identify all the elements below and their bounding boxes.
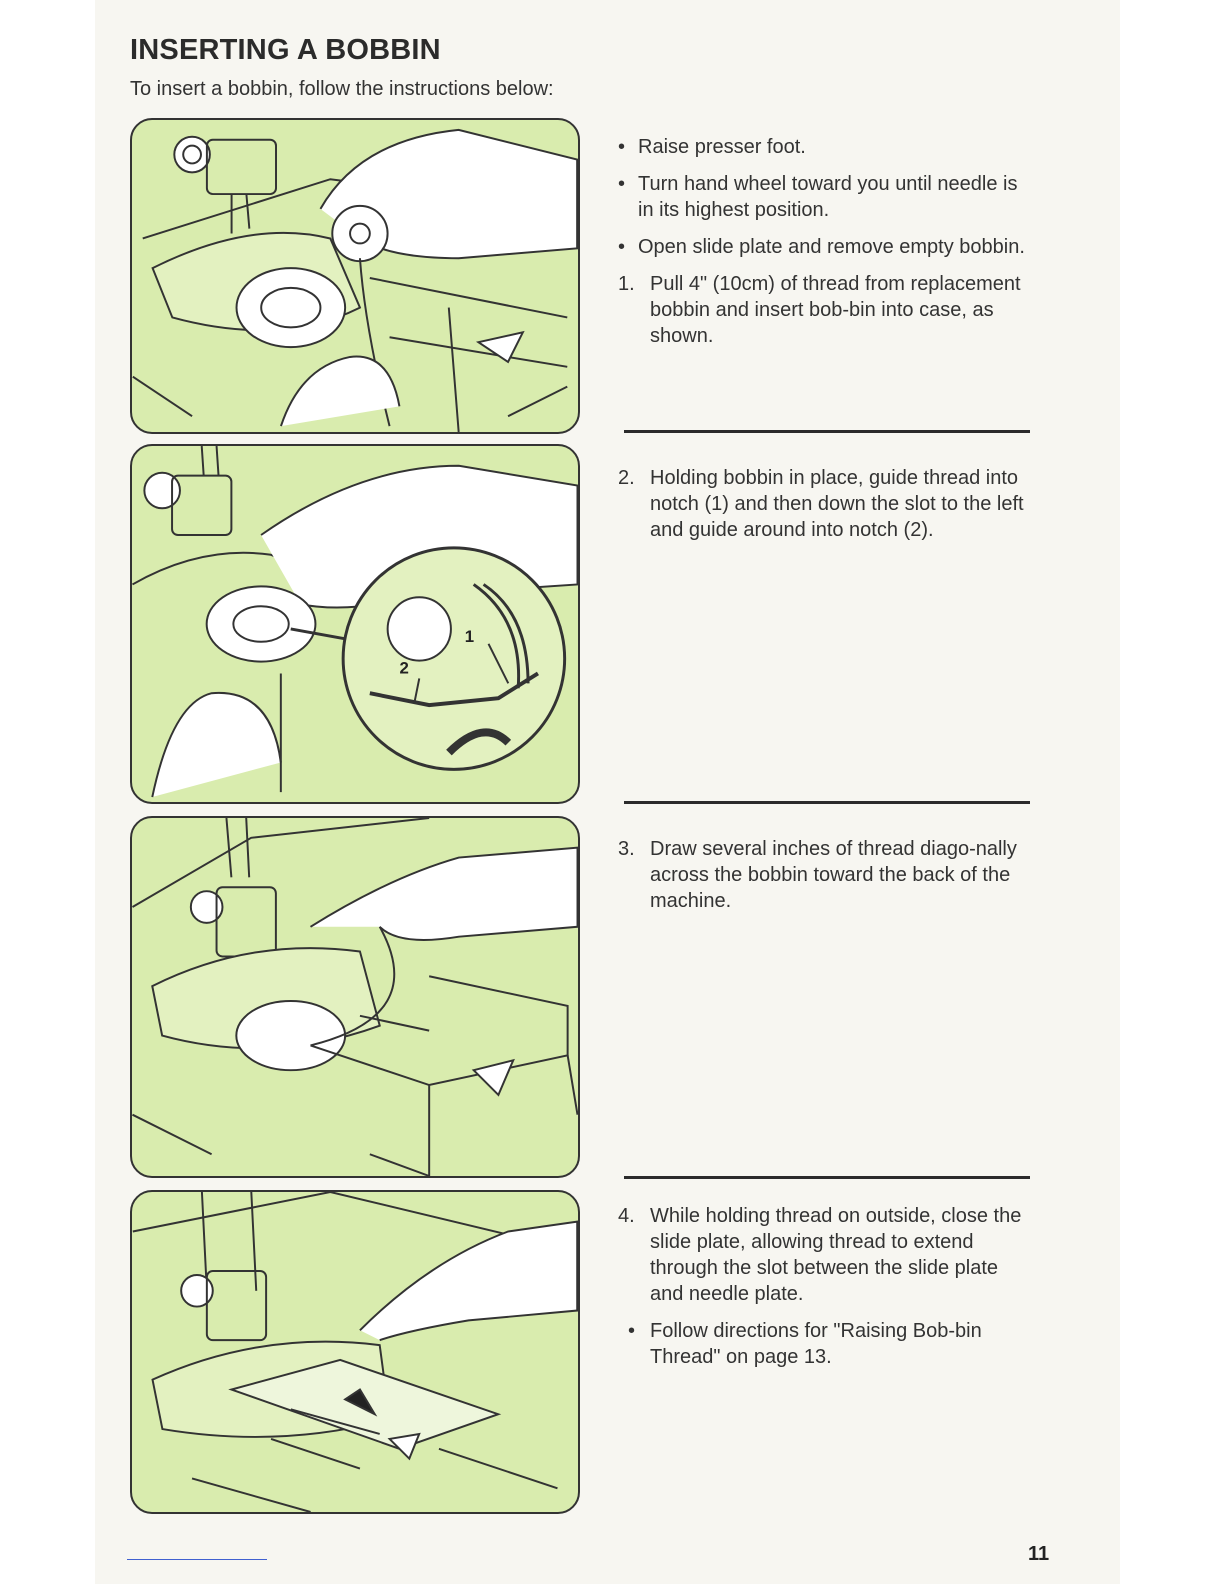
footer-link-underline xyxy=(127,1559,267,1560)
list-item: 1. Pull 4" (10cm) of thread from replacement bobbin and insert bob-bin into case, as shown. xyxy=(618,273,1021,347)
illustration-guide-thread xyxy=(130,444,580,804)
page-margin-left xyxy=(0,0,95,1584)
page-title: INSERTING A BOBBIN xyxy=(130,34,441,66)
section-1-steps xyxy=(618,134,1030,360)
illustration-guide-thread-drawing xyxy=(132,446,578,802)
section-divider xyxy=(624,1176,1030,1179)
page-margin-right xyxy=(1120,0,1224,1584)
illustration-close-slide-plate xyxy=(130,1190,580,1514)
illustration-insert-bobbin xyxy=(130,118,580,434)
section-3-steps xyxy=(618,836,1030,925)
intro-text: To insert a bobbin, follow the instructions below: xyxy=(130,78,554,100)
list-item: • Raise presser foot. xyxy=(618,136,806,158)
page-number: 11 xyxy=(1028,1543,1050,1565)
callout-notch-2: 2 xyxy=(399,658,409,678)
list-item: • Open slide plate and remove empty bobbin. xyxy=(618,236,1025,258)
section-2-steps xyxy=(618,465,1030,554)
illustration-draw-thread xyxy=(130,816,580,1178)
section-divider xyxy=(624,430,1030,433)
list-item: 3. Draw several inches of thread diago-nally across the bobbin toward the back of the machine. xyxy=(618,838,1017,912)
list-item: 2. Holding bobbin in place, guide thread into notch (1) and then down the slot to the left and guide around into notch (2). xyxy=(618,467,1024,541)
illustration-close-slide-plate-drawing xyxy=(132,1192,578,1512)
section-4-steps xyxy=(618,1203,1030,1381)
section-divider xyxy=(624,801,1030,804)
illustration-draw-thread-drawing xyxy=(132,818,578,1176)
list-item: • Turn hand wheel toward you until needle is in its highest position. xyxy=(618,173,1018,221)
callout-notch-1: 1 xyxy=(464,626,475,646)
list-item: 4. While holding thread on outside, close the slide plate, allowing thread to extend through the slot between the slide plate and needle plate. xyxy=(618,1205,1022,1305)
illustration-insert-bobbin-drawing xyxy=(132,120,578,432)
list-item: • Follow directions for "Raising Bob-bin Thread" on page 13. xyxy=(628,1320,982,1368)
